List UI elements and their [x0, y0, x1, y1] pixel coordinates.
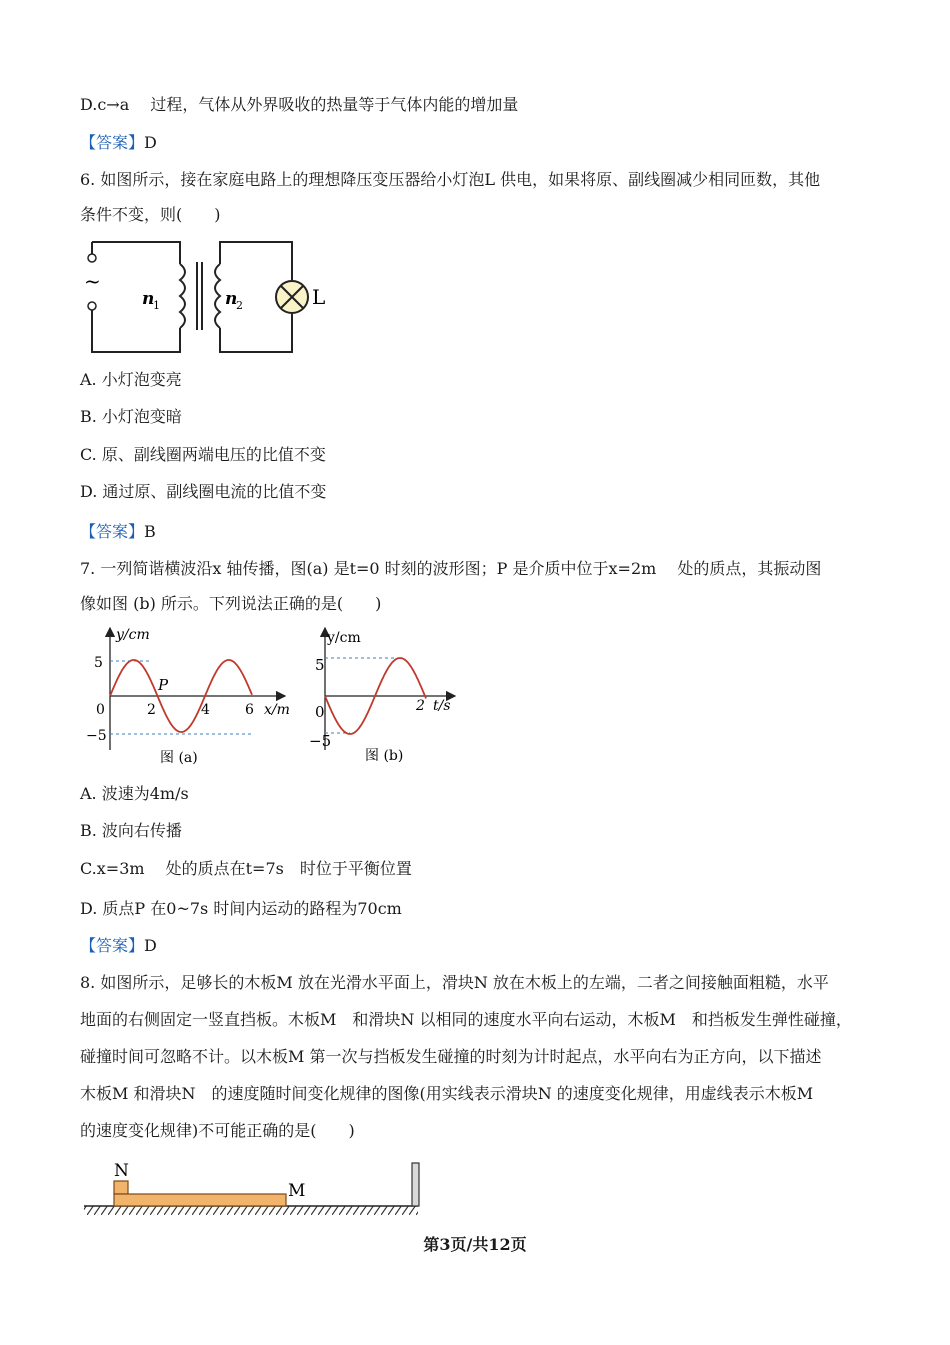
terminal-top	[88, 254, 96, 262]
q6-option-a: A. 小灯泡变亮	[80, 370, 182, 389]
page-footer: 第3页/共12页	[423, 1235, 527, 1254]
answer-tag: 【答案】	[80, 936, 145, 955]
q7-answer	[80, 936, 157, 956]
x-axis-label: x/m	[264, 702, 290, 718]
figure-b-caption: 图 (b)	[365, 748, 404, 764]
answer-tag: 【答案】	[80, 133, 145, 152]
n1-subscript: 1	[153, 299, 160, 312]
q5-option-d: D.c→a 过程，气体从外界吸收的热量等于气体内能的增加量	[80, 95, 519, 114]
figure-a-caption: 图 (a)	[160, 750, 198, 766]
vertical-barrier	[412, 1163, 419, 1206]
transformer-circuit-figure	[80, 234, 340, 358]
answer-tag: 【答案】	[80, 522, 145, 541]
x-tick-4: 4	[201, 702, 210, 718]
block-n	[114, 1181, 128, 1194]
ground-hatching	[84, 1206, 418, 1215]
ac-source-symbol: ~	[84, 269, 101, 293]
q7-option-b: B. 波向右传播	[80, 821, 182, 840]
q6-stem-line2: 条件不变，则( )	[80, 205, 221, 224]
wave-graph-a	[80, 622, 300, 770]
q7-stem-line1: 7. 一列简谐横波沿x 轴传播，图(a) 是t=0 时刻的波形图；P 是介质中位于x=2m 处的质点，其振动图	[80, 559, 822, 578]
x-tick-2: 2	[147, 702, 156, 718]
n2-subscript: 2	[236, 299, 243, 312]
x-tick-6: 6	[245, 702, 254, 718]
t-axis-label: t/s	[433, 698, 451, 714]
q7-option-c: C.x=3m 处的质点在t=7s 时位于平衡位置	[80, 859, 412, 878]
board-m	[114, 1194, 286, 1206]
q8-stem-line5: 的速度变化规律)不可能正确的是( )	[80, 1121, 355, 1140]
y-tick-neg5: −5	[86, 728, 107, 744]
vibration-graph-b	[305, 622, 475, 770]
point-p-label: P	[158, 676, 169, 694]
q6-option-c: C. 原、副线圈两端电压的比值不变	[80, 445, 326, 464]
n1-label: n	[142, 289, 155, 309]
y-tick-5: 5	[94, 655, 103, 671]
q6-option-d: D. 通过原、副线圈电流的比值不变	[80, 482, 327, 501]
q5-answer	[80, 133, 157, 153]
q8-stem-line1: 8. 如图所示，足够长的木板M 放在光滑水平面上，滑块N 放在木板上的左端，二者之间接触面粗糙，水平	[80, 973, 829, 992]
y-tick-0: 0	[315, 703, 325, 721]
y-tick-neg5: −5	[309, 732, 332, 750]
q7-option-a: A. 波速为4m/s	[80, 784, 189, 803]
n2-label: n	[225, 289, 238, 309]
q7-option-d: D. 质点P 在0~7s 时间内运动的路程为70cm	[80, 899, 402, 918]
board-m-label: M	[288, 1181, 306, 1201]
q8-stem-line2: 地面的右侧固定一竖直挡板。木板M 和滑块N 以相同的速度水平向右运动，木板M 和挡板发生弹性碰撞，	[80, 1010, 852, 1029]
block-n-label: N	[114, 1161, 129, 1181]
answer-value: D	[144, 133, 157, 152]
q8-stem-line4: 木板M 和滑块N 的速度随时间变化规律的图像(用实线表示滑块N 的速度变化规律，用虚线表示木板M	[80, 1084, 814, 1103]
q8-stem-line3: 碰撞时间可忽略不计。以木板M 第一次与挡板发生碰撞的时刻为计时起点，水平向右为正方向，以下描述	[80, 1047, 822, 1066]
y-axis-label: y/cm	[116, 627, 150, 643]
q6-stem-line1: 6. 如图所示，接在家庭电路上的理想降压变压器给小灯泡L 供电，如果将原、副线圈减少相同匝数，其他	[80, 170, 821, 189]
t-tick-2: 2	[416, 698, 425, 714]
q6-answer	[80, 522, 156, 542]
q7-stem-line2: 像如图 (b) 所示。下列说法正确的是( )	[80, 594, 382, 613]
answer-value: D	[144, 936, 157, 955]
y-axis-label: y/cm	[327, 630, 361, 646]
q6-option-b: B. 小灯泡变暗	[80, 407, 182, 426]
y-tick-5: 5	[315, 656, 325, 674]
board-block-figure	[80, 1155, 430, 1221]
lamp-label: L	[312, 285, 326, 309]
x-tick-0: 0	[96, 702, 105, 718]
terminal-bottom	[88, 302, 96, 310]
answer-value: B	[144, 522, 156, 541]
